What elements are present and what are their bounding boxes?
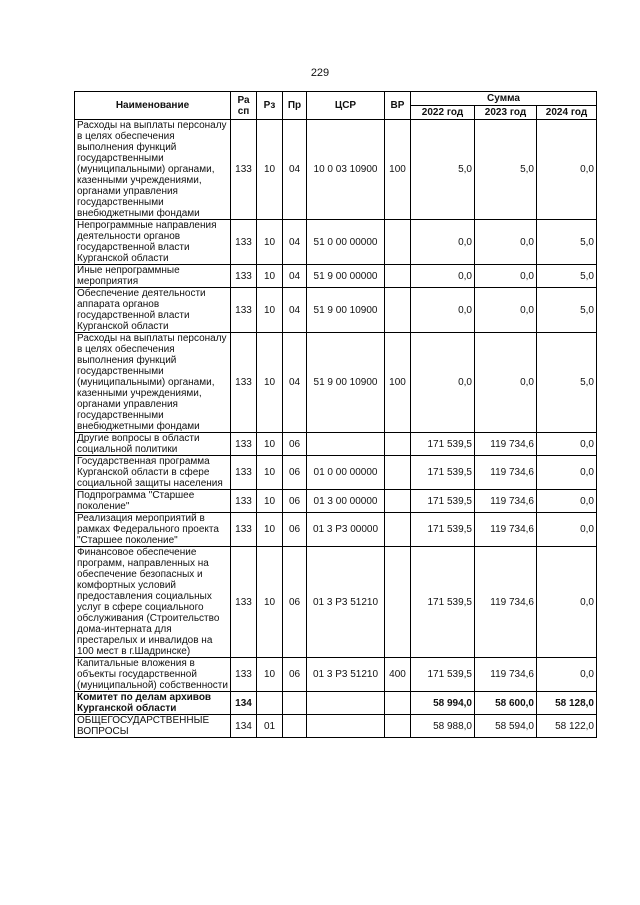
cell-y2023: 119 734,6 — [475, 513, 537, 547]
cell-y2022: 171 539,5 — [411, 547, 475, 658]
cell-pr: 06 — [283, 433, 307, 456]
cell-y2024: 0,0 — [537, 658, 597, 692]
table-row — [75, 547, 597, 658]
cell-y2022: 171 539,5 — [411, 658, 475, 692]
table-row — [75, 490, 597, 513]
cell-name: Комитет по делам архивов Курганской области — [75, 692, 231, 715]
cell-vr — [385, 692, 411, 715]
cell-name: Иные непрограммные мероприятия — [75, 265, 231, 288]
header-2022: 2022 год — [411, 106, 475, 120]
cell-pr: 06 — [283, 547, 307, 658]
cell-vr — [385, 288, 411, 333]
header-name: Наименование — [75, 92, 231, 120]
cell-y2023: 119 734,6 — [475, 456, 537, 490]
cell-csr — [307, 433, 385, 456]
cell-y2022: 5,0 — [411, 120, 475, 220]
cell-y2022: 0,0 — [411, 288, 475, 333]
cell-y2023: 119 734,6 — [475, 433, 537, 456]
cell-y2024: 0,0 — [537, 513, 597, 547]
cell-rz: 10 — [257, 220, 283, 265]
cell-y2022: 171 539,5 — [411, 513, 475, 547]
table-row — [75, 220, 597, 265]
cell-y2022: 58 988,0 — [411, 715, 475, 738]
table-row — [75, 333, 597, 433]
cell-rz: 10 — [257, 333, 283, 433]
cell-y2022: 58 994,0 — [411, 692, 475, 715]
header-2023: 2023 год — [475, 106, 537, 120]
cell-y2022: 171 539,5 — [411, 456, 475, 490]
header-2024: 2024 год — [537, 106, 597, 120]
cell-pr: 06 — [283, 490, 307, 513]
cell-rasp: 133 — [231, 120, 257, 220]
header-pr: Пр — [283, 92, 307, 120]
cell-y2024: 5,0 — [537, 333, 597, 433]
cell-y2024: 5,0 — [537, 288, 597, 333]
cell-rasp: 133 — [231, 288, 257, 333]
cell-csr: 10 0 03 10900 — [307, 120, 385, 220]
cell-pr — [283, 692, 307, 715]
cell-y2022: 0,0 — [411, 333, 475, 433]
table-row — [75, 288, 597, 333]
cell-csr: 01 3 00 00000 — [307, 490, 385, 513]
cell-y2023: 5,0 — [475, 120, 537, 220]
header-rz: Рз — [257, 92, 283, 120]
cell-pr: 04 — [283, 288, 307, 333]
cell-rasp: 133 — [231, 265, 257, 288]
cell-rz: 10 — [257, 456, 283, 490]
cell-csr: 51 9 00 10900 — [307, 288, 385, 333]
cell-y2023: 0,0 — [475, 220, 537, 265]
table-row — [75, 456, 597, 490]
cell-pr: 06 — [283, 513, 307, 547]
cell-name: Государственная программа Курганской области в сфере социальной защиты населения — [75, 456, 231, 490]
cell-rz — [257, 692, 283, 715]
cell-rasp: 134 — [231, 692, 257, 715]
cell-name: Реализация мероприятий в рамках Федерального проекта "Старшее поколение" — [75, 513, 231, 547]
cell-pr: 04 — [283, 265, 307, 288]
cell-vr — [385, 547, 411, 658]
cell-rz: 10 — [257, 120, 283, 220]
cell-name: Капитальные вложения в объекты государственной (муниципальной) собственности — [75, 658, 231, 692]
cell-y2024: 5,0 — [537, 265, 597, 288]
cell-y2024: 58 122,0 — [537, 715, 597, 738]
cell-rz: 10 — [257, 490, 283, 513]
cell-y2024: 0,0 — [537, 547, 597, 658]
page-number: 229 — [310, 67, 330, 79]
cell-rasp: 133 — [231, 513, 257, 547]
cell-name: Другие вопросы в области социальной политики — [75, 433, 231, 456]
cell-y2024: 0,0 — [537, 433, 597, 456]
cell-csr: 01 3 P3 51210 — [307, 547, 385, 658]
header-vr: ВР — [385, 92, 411, 120]
cell-rz: 10 — [257, 547, 283, 658]
cell-rasp: 133 — [231, 433, 257, 456]
table-row — [75, 658, 597, 692]
cell-pr: 06 — [283, 456, 307, 490]
cell-vr — [385, 456, 411, 490]
cell-vr — [385, 220, 411, 265]
cell-vr: 100 — [385, 333, 411, 433]
cell-y2023: 0,0 — [475, 288, 537, 333]
cell-name: Финансовое обеспечение программ, направленных на обеспечение безопасных и комфортных условий предоставления социальных услуг в сфере социального обслуживания (Строительство дома-интерната для престарелых и инвалидов на 100 мест в г.Шадринске) — [75, 547, 231, 658]
cell-pr: 04 — [283, 220, 307, 265]
cell-pr: 04 — [283, 333, 307, 433]
table-row — [75, 692, 597, 715]
cell-csr: 51 9 00 00000 — [307, 265, 385, 288]
cell-y2022: 0,0 — [411, 265, 475, 288]
cell-pr — [283, 715, 307, 738]
cell-csr: 51 9 00 10900 — [307, 333, 385, 433]
cell-csr: 01 3 P3 00000 — [307, 513, 385, 547]
table-row — [75, 120, 597, 220]
table-row — [75, 265, 597, 288]
cell-rz: 10 — [257, 658, 283, 692]
cell-y2024: 0,0 — [537, 490, 597, 513]
cell-vr: 400 — [385, 658, 411, 692]
cell-y2024: 0,0 — [537, 120, 597, 220]
cell-y2023: 58 594,0 — [475, 715, 537, 738]
cell-csr: 01 0 00 00000 — [307, 456, 385, 490]
cell-vr — [385, 490, 411, 513]
cell-vr — [385, 715, 411, 738]
cell-y2022: 171 539,5 — [411, 433, 475, 456]
header-csr: ЦСР — [307, 92, 385, 120]
cell-csr — [307, 715, 385, 738]
cell-y2022: 171 539,5 — [411, 490, 475, 513]
cell-rasp: 133 — [231, 333, 257, 433]
cell-rasp: 134 — [231, 715, 257, 738]
cell-name: Расходы на выплаты персоналу в целях обеспечения выполнения функций государственными (муниципальными) органами, казенными учреждениями, органами управления государственными внебюджетными фондами — [75, 120, 231, 220]
cell-pr: 04 — [283, 120, 307, 220]
cell-name: ОБЩЕГОСУДАРСТВЕННЫЕ ВОПРОСЫ — [75, 715, 231, 738]
cell-name: Непрограммные направления деятельности органов государственной власти Курганской области — [75, 220, 231, 265]
cell-pr: 06 — [283, 658, 307, 692]
cell-rasp: 133 — [231, 220, 257, 265]
cell-name: Подпрограмма "Старшее поколение" — [75, 490, 231, 513]
cell-rasp: 133 — [231, 658, 257, 692]
cell-y2024: 58 128,0 — [537, 692, 597, 715]
cell-rasp: 133 — [231, 456, 257, 490]
cell-y2022: 0,0 — [411, 220, 475, 265]
cell-rz: 10 — [257, 265, 283, 288]
cell-y2023: 119 734,6 — [475, 547, 537, 658]
cell-rz: 10 — [257, 433, 283, 456]
cell-csr: 51 0 00 00000 — [307, 220, 385, 265]
cell-rasp: 133 — [231, 490, 257, 513]
budget-table — [74, 91, 597, 738]
header-rasp: Ра сп — [231, 92, 257, 120]
cell-y2023: 119 734,6 — [475, 490, 537, 513]
cell-y2024: 5,0 — [537, 220, 597, 265]
cell-vr — [385, 433, 411, 456]
cell-rasp: 133 — [231, 547, 257, 658]
cell-y2023: 119 734,6 — [475, 658, 537, 692]
table-row — [75, 715, 597, 738]
header-sum: Сумма — [411, 92, 597, 106]
cell-rz: 10 — [257, 513, 283, 547]
cell-csr: 01 3 P3 51210 — [307, 658, 385, 692]
cell-vr: 100 — [385, 120, 411, 220]
cell-y2024: 0,0 — [537, 456, 597, 490]
cell-name: Обеспечение деятельности аппарата органов государственной власти Курганской области — [75, 288, 231, 333]
cell-vr — [385, 265, 411, 288]
cell-csr — [307, 692, 385, 715]
table-row — [75, 433, 597, 456]
cell-y2023: 0,0 — [475, 265, 537, 288]
table-row — [75, 513, 597, 547]
cell-vr — [385, 513, 411, 547]
cell-rz: 10 — [257, 288, 283, 333]
cell-y2023: 0,0 — [475, 333, 537, 433]
cell-name: Расходы на выплаты персоналу в целях обеспечения выполнения функций государственными (муниципальными) органами, казенными учреждениями, органами управления государственными внебюджетными фондами — [75, 333, 231, 433]
cell-y2023: 58 600,0 — [475, 692, 537, 715]
cell-rz: 01 — [257, 715, 283, 738]
